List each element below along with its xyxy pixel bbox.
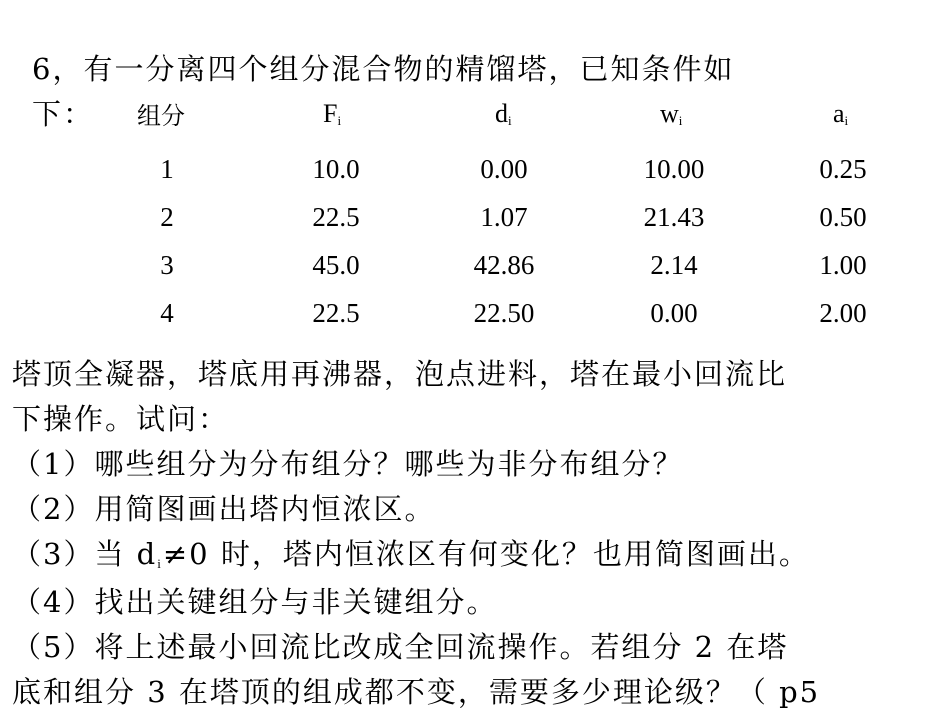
conditions-line-1: 塔顶全凝器，塔底用再沸器，泡点进料，塔在最小回流比 [12, 357, 788, 391]
table-header-F: $F_i$ [323, 99, 342, 128]
table-cell: 45.0 [312, 250, 360, 280]
table-header-component: 组分 [137, 102, 185, 130]
conditions-line-2: 下操作。试问： [12, 402, 230, 436]
table-cell: 0.00 [480, 154, 528, 184]
question-2: （2）用简图画出塔内恒浓区。 [12, 492, 436, 526]
table-cell: 22.5 [312, 298, 360, 328]
question-5-line-2: 底和组分 3 在塔顶的组成都不变，需要多少理论级？（ p5 [12, 675, 821, 709]
table-cell: 10.00 [643, 154, 705, 184]
problem-statement-line-1: 6，有一分离四个组分混合物的精馏塔，已知条件如 [32, 52, 735, 86]
problem-statement-line-2-prefix: 下： [32, 97, 95, 131]
table-cell: 4 [160, 298, 174, 328]
table-cell: 21.43 [643, 202, 705, 232]
question-5-line-1: （5）将上述最小回流比改成全回流操作。若组分 2 在塔 [12, 630, 789, 664]
table-row [0, 149, 950, 189]
table-header-w: $w_i$ [660, 99, 683, 128]
question-3: （3）当 di≠0 时，塔内恒浓区有何变化？也用简图画出。 [12, 537, 810, 571]
table-cell: 1.00 [819, 250, 867, 280]
table-cell: 0.25 [819, 154, 867, 184]
question-4: （4）找出关键组分与非关键组分。 [12, 585, 498, 619]
table-cell: 42.86 [473, 250, 535, 280]
table-cell: 0.00 [650, 298, 698, 328]
table-cell: 2.14 [650, 250, 698, 280]
table-cell: 2 [160, 202, 174, 232]
table-cell: 22.5 [312, 202, 360, 232]
table-cell: 10.0 [312, 154, 360, 184]
table-header-d: $d_i$ [495, 99, 512, 128]
table-cell: 0.50 [819, 202, 867, 232]
table-row [0, 293, 950, 333]
table-row [0, 245, 950, 285]
table-cell: 3 [160, 250, 174, 280]
table-cell: 22.50 [473, 298, 535, 328]
table-cell: 1.07 [480, 202, 528, 232]
table-row [0, 197, 950, 237]
table-cell: 1 [160, 154, 174, 184]
table-cell: 2.00 [819, 298, 867, 328]
question-1: （1）哪些组分为分布组分？哪些为非分布组分？ [12, 447, 684, 481]
table-header-a: $a_i$ [833, 99, 849, 128]
